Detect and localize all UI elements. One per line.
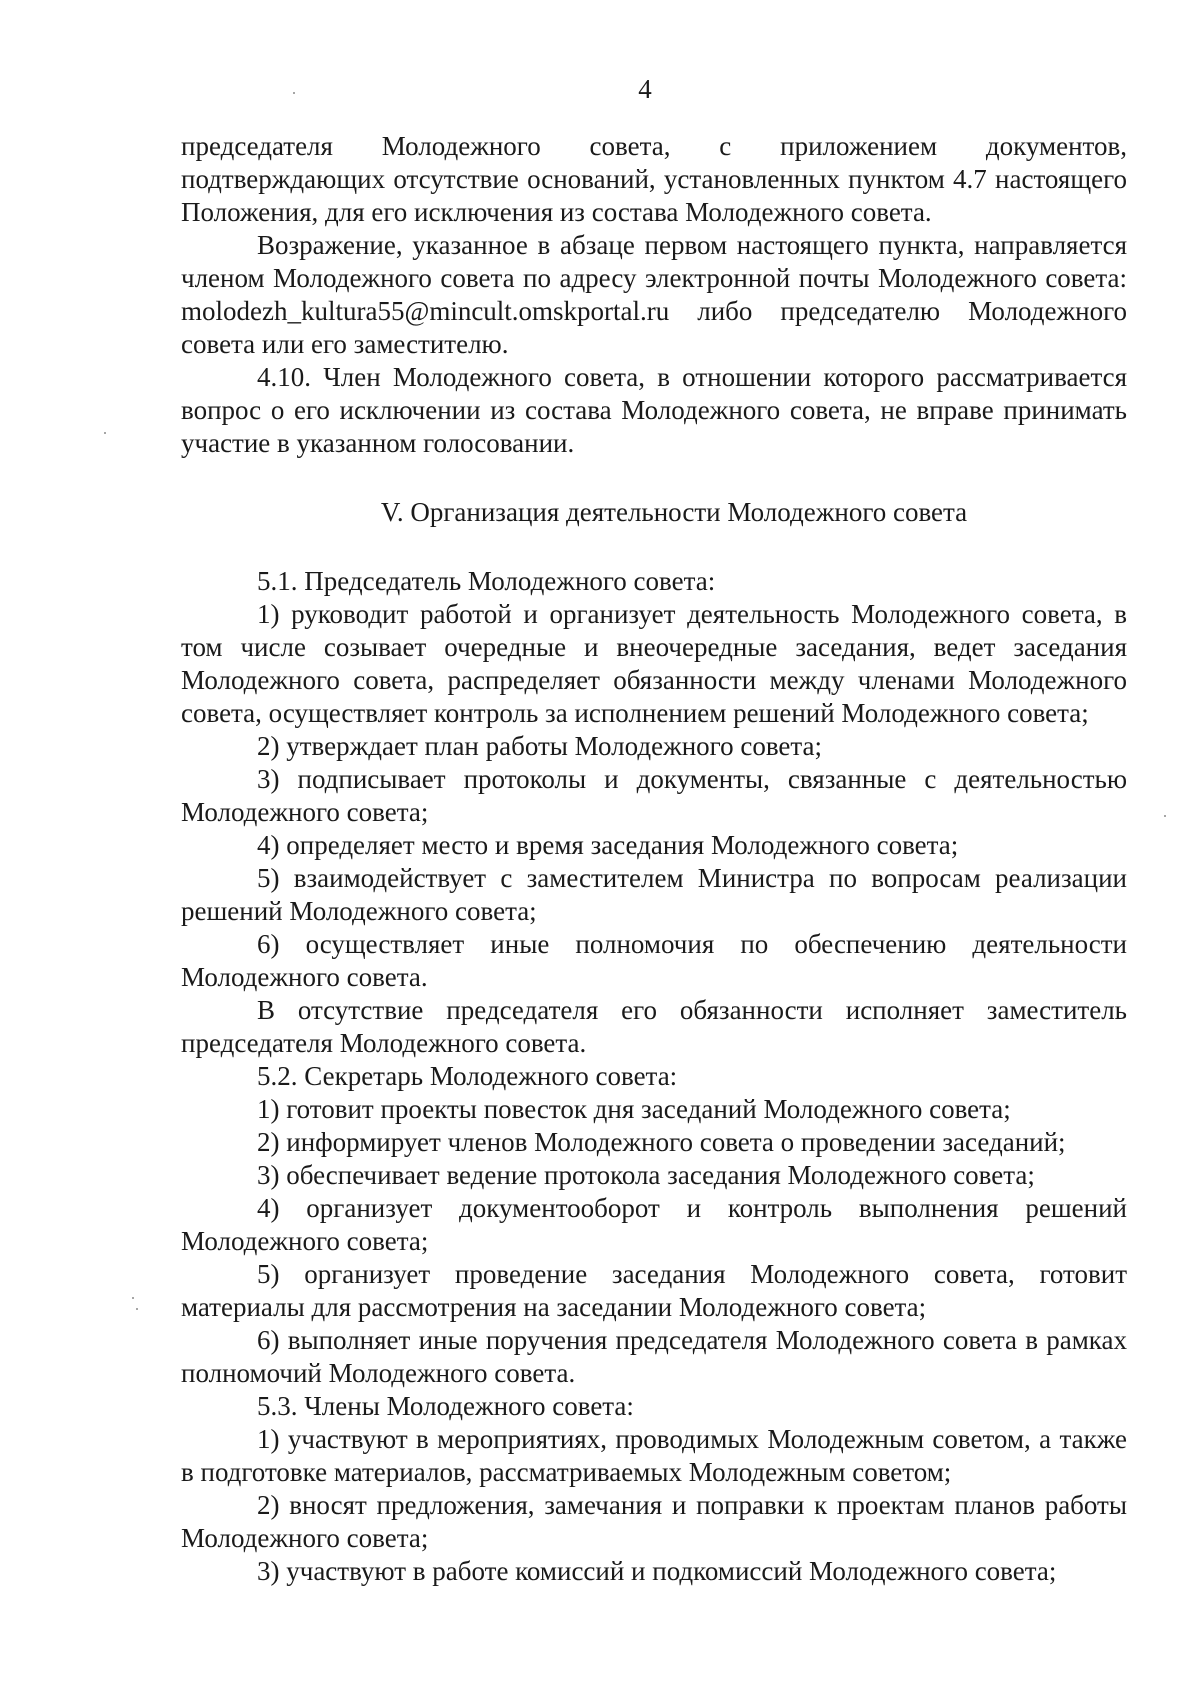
clause-5-1-item: 5) взаимодействует с заместителем Министра по вопросам реализации решений Молодежного совета; xyxy=(181,863,1127,926)
scan-speck xyxy=(132,1297,134,1299)
scan-speck xyxy=(136,1308,138,1310)
page-number: 4 xyxy=(638,74,652,104)
clause-5-1-item: 1) руководит работой и организует деятельность Молодежного совета, в том числе созывает очередные и внеочередные заседания, ведет заседания Молодежного совета, распределяет обязанности между членами Молодежного совета, осуществляет контроль за исполнением решений Молодежного совета; xyxy=(181,599,1127,728)
paragraph-4-10: 4.10. Член Молодежного совета, в отношении которого рассматривается вопрос о его исключении из состава Молодежного совета, не вправе принимать участие в указанном голосовании. xyxy=(181,362,1127,458)
clause-5-1-item: 6) осуществляет иные полномочия по обеспечению деятельности Молодежного совета. xyxy=(181,929,1127,992)
clause-5-2-item: 2) информирует членов Молодежного совета о проведении заседаний; xyxy=(257,1127,1066,1157)
clause-5-1-absence: В отсутствие председателя его обязанности исполняет заместитель председателя Молодежного совета. xyxy=(181,995,1127,1058)
document-body xyxy=(181,130,1127,1588)
paragraph-objection: Возражение, указанное в абзаце первом настоящего пункта, направляется членом Молодежного совета по адресу электронной почты Молодежного совета: molodezh_kultura55@mincult.omskportal.ru либо председателю Молодежного совета или его заместителю. xyxy=(181,230,1127,359)
section-heading: V. Организация деятельности Молодежного совета xyxy=(380,497,968,527)
clause-5-1-item: 2) утверждает план работы Молодежного совета; xyxy=(257,731,823,761)
clause-5-1-item: 3) подписывает протоколы и документы, связанные с деятельностью Молодежного совета; xyxy=(181,764,1127,827)
clause-5-2-item: 6) выполняет иные поручения председателя Молодежного совета в рамках полномочий Молодежного совета. xyxy=(181,1325,1127,1388)
clause-5-3-item: 1) участвуют в мероприятиях, проводимых Молодежным советом, а также в подготовке материалов, рассматриваемых Молодежным советом; xyxy=(181,1424,1127,1487)
scan-speck xyxy=(1164,815,1166,817)
scan-speck xyxy=(104,432,106,434)
clause-5-2-item: 3) обеспечивает ведение протокола заседания Молодежного совета; xyxy=(257,1160,1035,1190)
clause-5-1-item: 4) определяет место и время заседания Молодежного совета; xyxy=(257,830,959,860)
clause-5-3-item: 3) участвуют в работе комиссий и подкомиссий Молодежного совета; xyxy=(257,1556,1057,1586)
clause-5-2-item: 1) готовит проекты повесток дня заседаний Молодежного совета; xyxy=(257,1094,1011,1124)
clause-5-2-title: 5.2. Секретарь Молодежного совета: xyxy=(257,1061,678,1091)
paragraph-continuation: председателя Молодежного совета, с приложением документов, подтверждающих отсутствие оснований, установленных пунктом 4.7 настоящего Положения, для его исключения из состава Молодежного совета. xyxy=(181,131,1127,227)
clause-5-3-title: 5.3. Члены Молодежного совета: xyxy=(257,1391,634,1421)
clause-5-2-item: 4) организует документооборот и контроль выполнения решений Молодежного совета; xyxy=(181,1193,1127,1256)
clause-5-2-item: 5) организует проведение заседания Молодежного совета, готовит материалы для рассмотрения на заседании Молодежного совета; xyxy=(181,1259,1127,1322)
clause-5-1-title: 5.1. Председатель Молодежного совета: xyxy=(257,566,716,596)
clause-5-3-item: 2) вносят предложения, замечания и поправки к проектам планов работы Молодежного совета; xyxy=(181,1490,1127,1553)
